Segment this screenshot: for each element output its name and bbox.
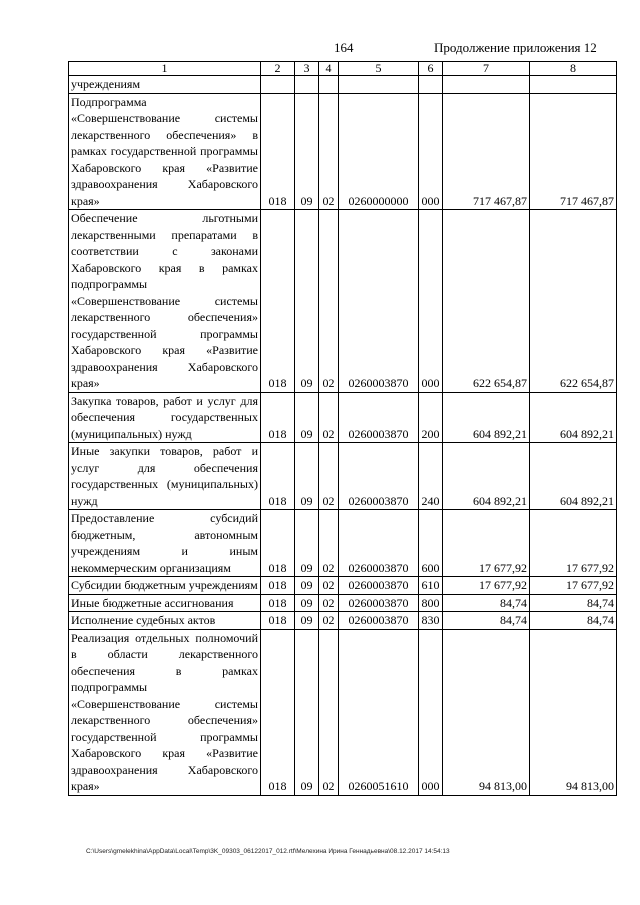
cell-subsection: 02 [319, 510, 339, 577]
cell-amount-executed: 622 654,87 [530, 210, 617, 393]
cell-ministry-code: 018 [261, 629, 295, 795]
table-row [69, 594, 617, 612]
cell-amount-executed: 84,74 [530, 612, 617, 630]
column-header: 2 [261, 62, 295, 76]
cell-expense-type [419, 76, 443, 94]
cell-section: 09 [295, 577, 319, 595]
cell-subsection: 02 [319, 594, 339, 612]
header-row [69, 62, 617, 76]
table-row [69, 76, 617, 94]
cell-amount-executed: 717 467,87 [530, 93, 617, 210]
cell-section: 09 [295, 392, 319, 443]
row-name: Субсидии бюджетным учреждениям [69, 577, 261, 595]
cell-target-article: 0260003870 [339, 577, 419, 595]
cell-subsection: 02 [319, 629, 339, 795]
cell-amount-approved: 17 677,92 [443, 577, 530, 595]
cell-expense-type: 000 [419, 210, 443, 393]
cell-subsection: 02 [319, 577, 339, 595]
cell-expense-type: 000 [419, 629, 443, 795]
cell-target-article: 0260003870 [339, 510, 419, 577]
row-name: Исполнение судебных актов [69, 612, 261, 630]
cell-target-article: 0260003870 [339, 612, 419, 630]
row-name: Иные закупки товаров, работ и услуг для обеспечения государственных (муниципальных) нужд [69, 443, 261, 510]
cell-expense-type: 000 [419, 93, 443, 210]
column-header: 7 [443, 62, 530, 76]
cell-amount-executed [530, 76, 617, 94]
cell-amount-approved: 717 467,87 [443, 93, 530, 210]
row-name: Подпрограмма «Совершенствование системы лекарственного обеспечения» в рамках государственной программы Хабаровского края «Развитие здравоохранения Хабаровского края» [69, 93, 261, 210]
row-name: Обеспечение льготными лекарственными препаратами в соответствии с законами Хабаровского края в рамках подпрограммы «Совершенствование системы лекарственного обеспечения» государственной программы Хабаровского края «Развитие здравоохранения Хабаровского края» [69, 210, 261, 393]
cell-ministry-code: 018 [261, 612, 295, 630]
cell-amount-approved: 604 892,21 [443, 443, 530, 510]
cell-subsection: 02 [319, 210, 339, 393]
cell-expense-type: 600 [419, 510, 443, 577]
table-row [69, 93, 617, 210]
cell-expense-type: 800 [419, 594, 443, 612]
cell-expense-type: 240 [419, 443, 443, 510]
cell-expense-type: 830 [419, 612, 443, 630]
page-number: 164 [334, 40, 354, 55]
cell-section: 09 [295, 629, 319, 795]
table-row [69, 392, 617, 443]
cell-ministry-code: 018 [261, 577, 295, 595]
column-header: 3 [295, 62, 319, 76]
cell-subsection [319, 76, 339, 94]
cell-amount-executed: 94 813,00 [530, 629, 617, 795]
cell-expense-type: 200 [419, 392, 443, 443]
cell-ministry-code: 018 [261, 93, 295, 210]
cell-amount-executed: 604 892,21 [530, 392, 617, 443]
table-row [69, 443, 617, 510]
cell-ministry-code: 018 [261, 443, 295, 510]
cell-ministry-code: 018 [261, 210, 295, 393]
table-row [69, 510, 617, 577]
cell-amount-approved: 622 654,87 [443, 210, 530, 393]
row-name: Закупка товаров, работ и услуг для обеспечения государственных (муниципальных) нужд [69, 392, 261, 443]
cell-target-article [339, 76, 419, 94]
budget-table [68, 61, 617, 796]
cell-section: 09 [295, 443, 319, 510]
cell-subsection: 02 [319, 612, 339, 630]
cell-section: 09 [295, 594, 319, 612]
cell-amount-executed: 17 677,92 [530, 577, 617, 595]
cell-amount-approved: 17 677,92 [443, 510, 530, 577]
cell-section: 09 [295, 612, 319, 630]
cell-section: 09 [295, 210, 319, 393]
cell-amount-approved: 94 813,00 [443, 629, 530, 795]
row-name: Предоставление субсидий бюджетным, автономным учреждениям и иным некоммерческим организациям [69, 510, 261, 577]
cell-amount-approved: 84,74 [443, 612, 530, 630]
column-header: 4 [319, 62, 339, 76]
cell-target-article: 0260003870 [339, 392, 419, 443]
cell-target-article: 0260000000 [339, 93, 419, 210]
row-name: Иные бюджетные ассигнования [69, 594, 261, 612]
table-row [69, 577, 617, 595]
cell-section: 09 [295, 510, 319, 577]
cell-ministry-code: 018 [261, 392, 295, 443]
column-header: 6 [419, 62, 443, 76]
cell-section [295, 76, 319, 94]
cell-target-article: 0260003870 [339, 443, 419, 510]
appendix-note: Продолжение приложения 12 [434, 40, 597, 55]
file-path-footer: C:\Users\gmelekhina\AppData\Local\Temp\3K_09303_06122017_012.rtf\Мелехина Ирина Геннадьевна\08.12.2017 14:54:13 [86, 848, 450, 855]
cell-target-article: 0260051610 [339, 629, 419, 795]
cell-amount-executed: 604 892,21 [530, 443, 617, 510]
column-header: 8 [530, 62, 617, 76]
cell-amount-executed: 17 677,92 [530, 510, 617, 577]
cell-target-article: 0260003870 [339, 210, 419, 393]
cell-amount-executed: 84,74 [530, 594, 617, 612]
table-row [69, 629, 617, 795]
table-row [69, 210, 617, 393]
cell-ministry-code: 018 [261, 594, 295, 612]
row-name: Реализация отдельных полномочий в области лекарственного обеспечения в рамках подпрограммы «Совершенствование системы лекарственного обеспечения» государственной программы Хабаровского края «Развитие здравоохранения Хабаровского края» [69, 629, 261, 795]
cell-subsection: 02 [319, 93, 339, 210]
column-header: 5 [339, 62, 419, 76]
cell-amount-approved [443, 76, 530, 94]
table-row [69, 612, 617, 630]
cell-ministry-code [261, 76, 295, 94]
cell-amount-approved: 84,74 [443, 594, 530, 612]
column-header: 1 [69, 62, 261, 76]
cell-expense-type: 610 [419, 577, 443, 595]
cell-subsection: 02 [319, 392, 339, 443]
cell-amount-approved: 604 892,21 [443, 392, 530, 443]
cell-target-article: 0260003870 [339, 594, 419, 612]
cell-ministry-code: 018 [261, 510, 295, 577]
cell-section: 09 [295, 93, 319, 210]
row-name: учреждениям [69, 76, 261, 94]
cell-subsection: 02 [319, 443, 339, 510]
